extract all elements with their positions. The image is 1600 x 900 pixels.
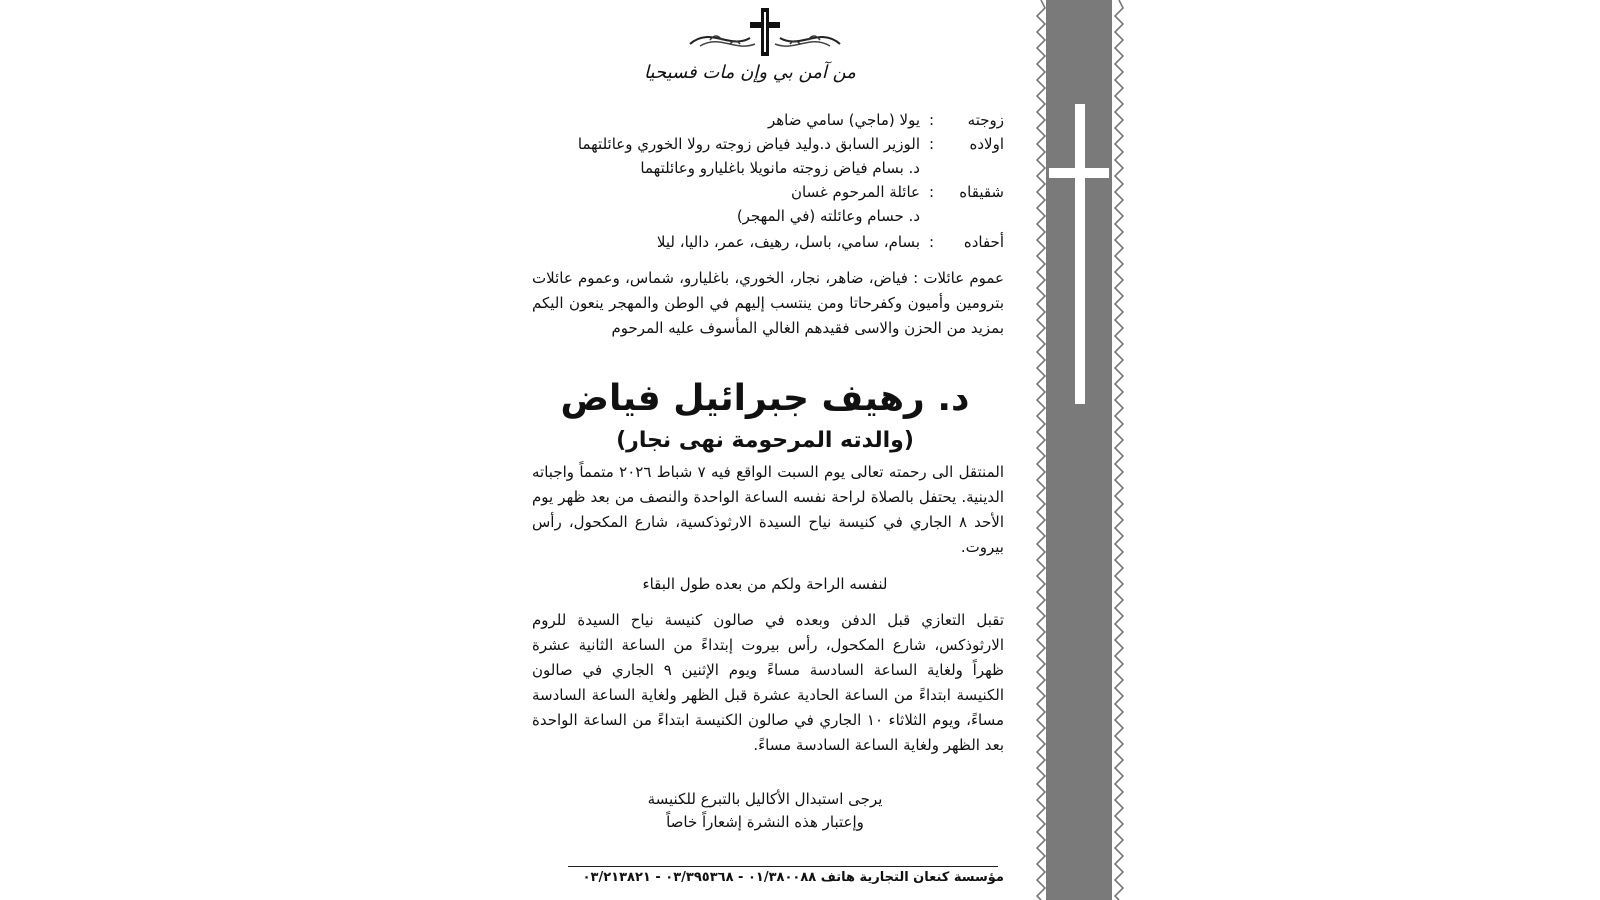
- family-label: أحفاده: [963, 233, 1004, 251]
- family-grandchildren: [532, 230, 1004, 254]
- band-cross-icon: [1075, 104, 1085, 404]
- footer-contact: مؤسسة كنعان التجارية هاتف ٠١/٣٨٠٠٨٨ - ٠٣/٣٩٥٣٦٨ - ٠٣/٢١٣٨٢١: [582, 870, 1004, 885]
- request-line-2: وإعتبار هذه النشرة إشعاراً خاصاً: [666, 813, 864, 831]
- colon: :: [928, 111, 934, 129]
- ornament-cross-icon: [680, 6, 850, 58]
- family-value: د. بسام فياض زوجته مانويلا باغليارو وعائلتهما: [640, 159, 920, 177]
- family-label: شقيقاه: [959, 183, 1004, 201]
- request-line-1: يرجى استبدال الأكاليل بالتبرع للكنيسة: [647, 790, 883, 808]
- mourners-paragraph: عموم عائلات : فياض، ضاهر، نجار، الخوري، باغليارو، شماس، وعموم عائلات بترومين وأميون وكفرحاتا ومن ينتسب إليهم في الوطن والمهجر ينعون اليكم بمزيد من الحزن والاسى فقيدهم الغالي المأسوف عليه المرحوم: [532, 269, 1004, 337]
- death-notice-paragraph: المنتقل الى رحمته تعالى يوم السبت الواقع فيه ٧ شباط ٢٠٢٦ متمماً واجباته الدينية. يحتفل بالصلاة لراحة نفسه الساعة الواحدة والنصف من بعد ظهر يوم الأحد ٨ الجاري في كنيسة نياح السيدة الارثوذكسية، شارع المكحول، رأس بيروت.: [532, 463, 1005, 556]
- family-siblings: [532, 180, 1004, 228]
- wavy-border-right: [1114, 0, 1124, 900]
- family-wife: [532, 108, 1004, 132]
- blessing: لنفسه الراحة ولكم من بعده طول البقاء: [642, 575, 888, 593]
- family-value: يولا (ماجي) سامي ضاهر: [767, 111, 920, 129]
- condolences-paragraph: تقبل التعازي قبل الدفن وبعده في صالون كنيسة نياح السيدة للروم الارثوذكس، شارع المكحول، رأس بيروت إبتداءً من الساعة الثانية عشرة ظهراً ولغاية الساعة السادسة مساءً ويوم الإثنين ٩ الجاري في صالون الكنيسة ابتداءً من الساعة الحادية عشرة قبل الظهر ولغاية الساعة السادسة مساءً، ويوم الثلاثاء ١٠ الجاري في صالون الكنيسة ابتداءً من الساعة الواحدة بعد الظهر ولغاية الساعة السادسة مساءً.: [532, 611, 1004, 754]
- colon: :: [928, 135, 934, 153]
- mother-name: (والدته المرحومة نهى نجار): [616, 428, 914, 453]
- family-value: بسام، سامي، باسل، رهيف، عمر، داليا، ليلا: [656, 233, 920, 251]
- family-label: اولاده: [969, 135, 1004, 153]
- band-cross-bar: [1049, 168, 1109, 178]
- family-children: [532, 132, 1004, 180]
- family-value: الوزير السابق د.وليد فياض زوجته رولا الخوري وعائلتهما: [577, 135, 920, 153]
- family-label: زوجته: [967, 111, 1004, 129]
- verse: من آمن بي وإن مات فسيحيا: [644, 62, 856, 83]
- colon: :: [928, 183, 934, 201]
- colon: :: [928, 233, 934, 251]
- divider: [568, 866, 998, 867]
- family-value: عائلة المرحوم غسان: [790, 183, 920, 201]
- deceased-name: د. رهيف جبرائيل فياض: [560, 378, 970, 419]
- family-value: د. حسام وعائلته (في المهجر): [736, 207, 920, 225]
- wavy-border-left: [1036, 0, 1046, 900]
